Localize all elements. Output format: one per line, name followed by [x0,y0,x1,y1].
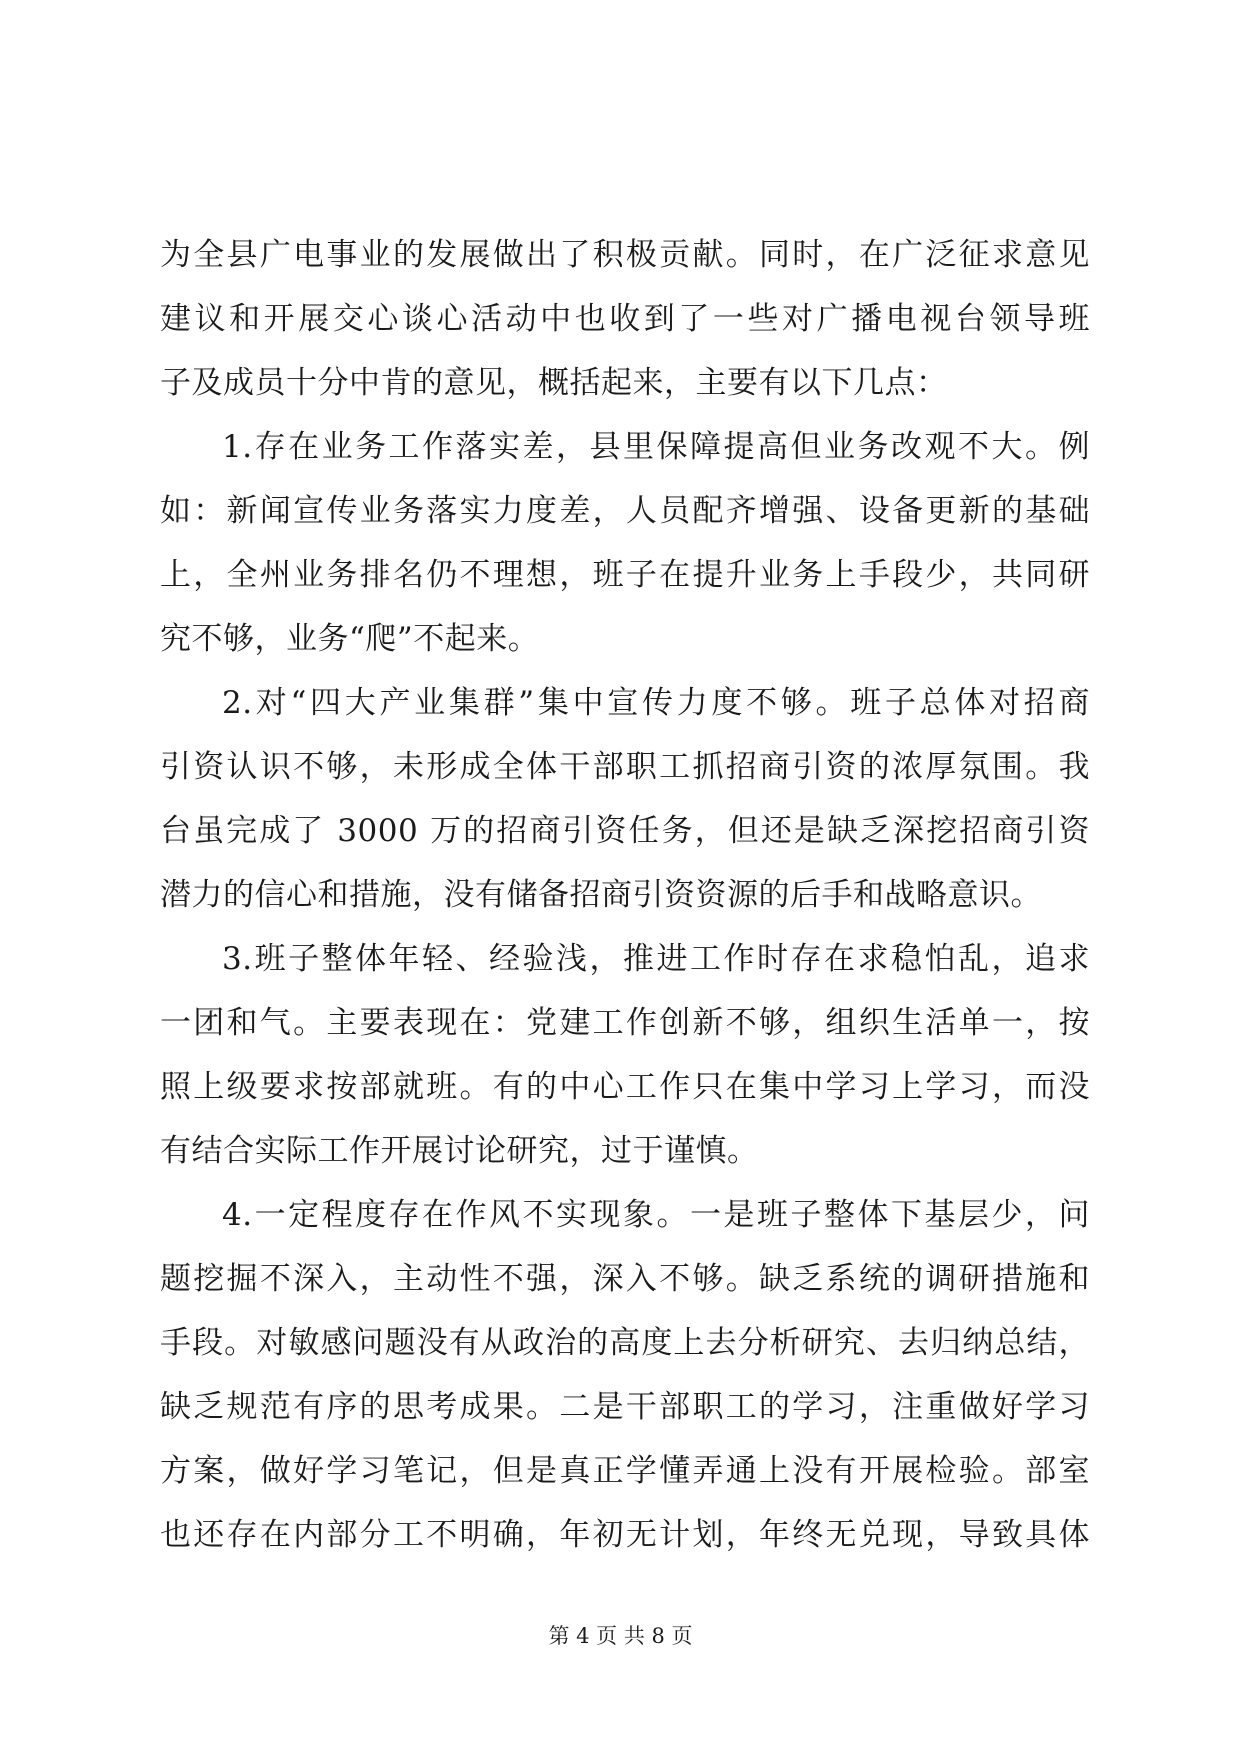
text-line: 1.存在业务工作落实差，县里保障提高但业务改观不大。例 [222,429,1090,465]
text-line: 手段。对敏感问题没有从政治的高度上去分析研究、去归纳总结， [160,1325,1090,1361]
page-footer: 第 4 页 共 8 页 [548,1624,693,1648]
text-line: 题挖掘不深入，主动性不强，深入不够。缺乏系统的调研措施和 [160,1261,1090,1297]
text-line: 为全县广电事业的发展做出了积极贡献。同时，在广泛征求意见 [160,237,1090,273]
text-line: 如：新闻宣传业务落实力度差，人员配齐增强、设备更新的基础 [160,493,1090,529]
text-line: 有结合实际工作开展讨论研究，过于谨慎。 [160,1133,759,1169]
text-line: 缺乏规范有序的思考成果。二是干部职工的学习，注重做好学习 [160,1389,1090,1425]
text-line: 4.一定程度存在作风不实现象。一是班子整体下基层少，问 [222,1197,1090,1233]
text-line: 照上级要求按部就班。有的中心工作只在集中学习上学习，而没 [160,1069,1090,1105]
text-line: 一团和气。主要表现在：党建工作创新不够，组织生活单一，按 [160,1005,1090,1041]
text-line: 子及成员十分中肯的意见，概括起来，主要有以下几点： [160,365,948,401]
text-line: 上，全州业务排名仍不理想，班子在提升业务上手段少，共同研 [160,557,1090,593]
text-line: 潜力的信心和措施，没有储备招商引资资源的后手和战略意识。 [160,877,1042,913]
text-line: 3.班子整体年轻、经验浅，推进工作时存在求稳怕乱，追求 [222,941,1090,977]
text-line: 台虽完成了 3000 万的招商引资任务，但还是缺乏深挖招商引资 [160,813,1090,849]
text-line: 建议和开展交心谈心活动中也收到了一些对广播电视台领导班 [160,301,1090,337]
document-body [160,223,1090,1567]
text-line: 方案，做好学习笔记，但是真正学懂弄通上没有开展检验。部室 [160,1453,1090,1489]
text-line: 2.对“四大产业集群”集中宣传力度不够。班子总体对招商 [222,685,1090,721]
text-line: 引资认识不够，未形成全体干部职工抓招商引资的浓厚氛围。我 [160,749,1090,785]
text-line: 究不够，业务“爬”不起来。 [160,621,540,657]
text-line: 也还存在内部分工不明确，年初无计划，年终无兑现，导致具体 [160,1517,1090,1553]
